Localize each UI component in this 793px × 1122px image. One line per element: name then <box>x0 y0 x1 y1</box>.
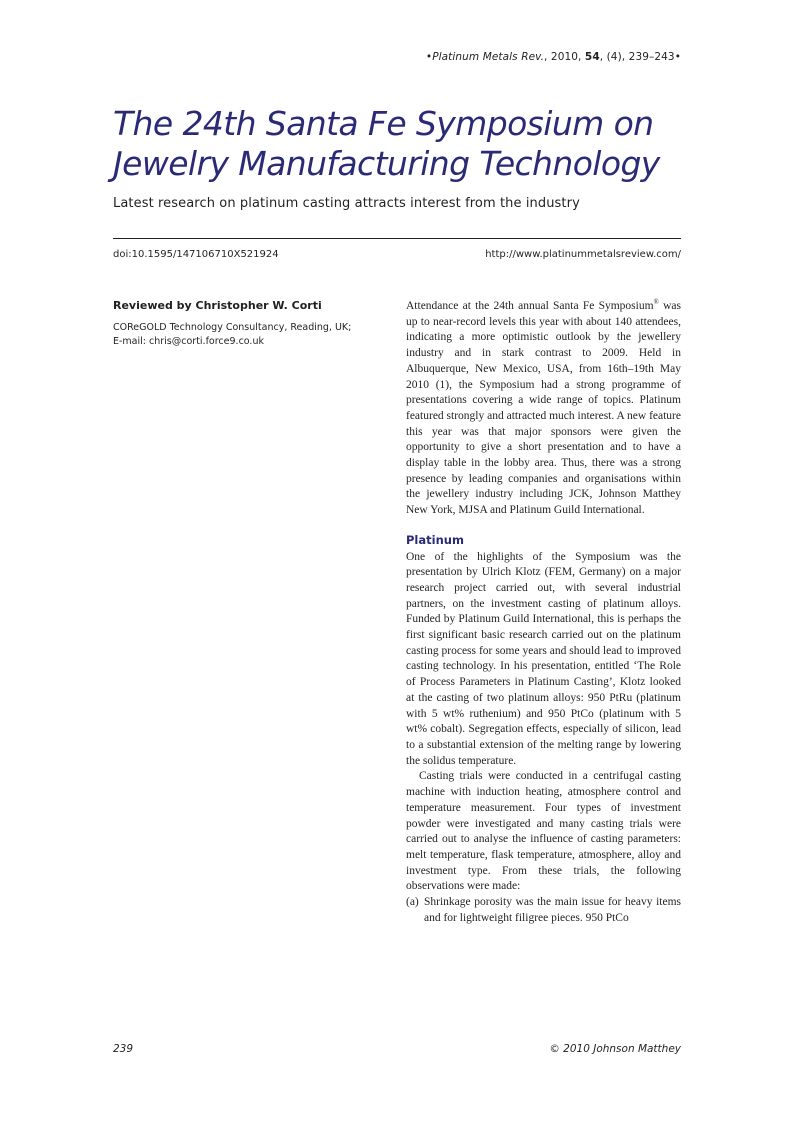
article-subtitle: Latest research on platinum casting attracts interest from the industry <box>113 196 580 211</box>
bullet-left: • <box>425 51 433 63</box>
page-number: 239 <box>113 1043 134 1055</box>
reviewer-email-line <box>113 336 363 347</box>
reviewer-affiliation: COReGOLD Technology Consultancy, Reading, UK; <box>113 322 352 333</box>
email-label: E-mail: <box>113 336 150 347</box>
doi[interactable]: doi:10.1595/147106710X521924 <box>113 249 279 260</box>
bullet-right: • <box>674 51 681 63</box>
reviewer-block <box>113 299 363 347</box>
intro-text-start: Attendance at the 24th annual Santa Fe Symposium <box>406 300 654 312</box>
observation-a-text: Shrinkage porosity was the main issue for heavy items and for lightweight filigree pieces. 950 PtCo <box>424 896 681 924</box>
article-title <box>113 104 713 184</box>
body-column <box>406 299 681 926</box>
registered-mark: ® <box>653 298 659 307</box>
platinum-paragraph-1: One of the highlights of the Symposium was the presentation by Ulrich Klotz (FEM, Germany) on a major research project carried out, with several industrial partners, on the investment casting of platinum alloys. Funded by Platinum Guild International, this is perhaps the first significant basic research carried out on the platinum casting process for some years and should lead to improved casting technology. In his presentation, entitled ‘The Role of Process Parameters in Platinum Casting’, Klotz looked at the casting of two platinum alloys: 950 PtRu (platinum with 5 wt% ruthenium) and 950 PtCo (platinum with 5 wt% cobalt). Segregation effects, especially of silicon, lead to a substantial extension of the melting range by lowering the solidus temperature. <box>406 550 681 767</box>
platinum-paragraph-2: Casting trials were conducted in a centrifugal casting machine with induction heating, atmosphere control and temperature measurement. Four types of investment powder were investigated and many casting trials were carried out to analyse the influence of casting parameters: melt temperature, flask temperature, atmosphere, alloy and investment type. From these trials, the following observations were made: <box>406 770 681 893</box>
journal-name: Platinum Metals Rev. <box>432 51 545 63</box>
intro-paragraph <box>406 299 681 519</box>
intro-text-rest: was up to near-record levels this year with about 140 attendees, indicating a more optimistic outlook by the jewellery industry and in stark contrast to 2009. Held in Albuquerque, New Mexico, USA, from 16th–19th May 2010 (1), the Symposium had a strong programme of presentations covering a wide range of topics. Platinum featured strongly and attracted much interest. A new feature this year was that major sponsors were given the opportunity to give a short presentation and to have a display table in the lobby area. Thus, there was a strong presence by leading companies and organisations within the jewellery industry including JCK, Johnson Matthey New York, MJSA and Platinum Guild International. <box>406 300 681 517</box>
header-divider <box>113 238 681 239</box>
journal-url[interactable]: http://www.platinummetalsreview.com/ <box>485 249 681 260</box>
observation-a-label: (a) <box>406 896 419 909</box>
title-line-1: The 24th Santa Fe Symposium on <box>113 104 654 143</box>
reviewer-name: Reviewed by Christopher W. Corti <box>113 299 322 312</box>
copyright: © 2010 Johnson Matthey <box>549 1043 681 1055</box>
reviewer-email[interactable]: chris@corti.force9.co.uk <box>149 336 264 347</box>
section-heading-platinum: Platinum <box>406 532 464 547</box>
running-head <box>426 51 681 63</box>
journal-year: , 2010, <box>544 51 585 63</box>
title-line-2: Jewelry Manufacturing Technology <box>113 144 660 183</box>
journal-volume: 54 <box>584 51 600 63</box>
journal-issue-pages: , (4), 239–243 <box>599 51 675 63</box>
observation-a <box>406 895 681 926</box>
